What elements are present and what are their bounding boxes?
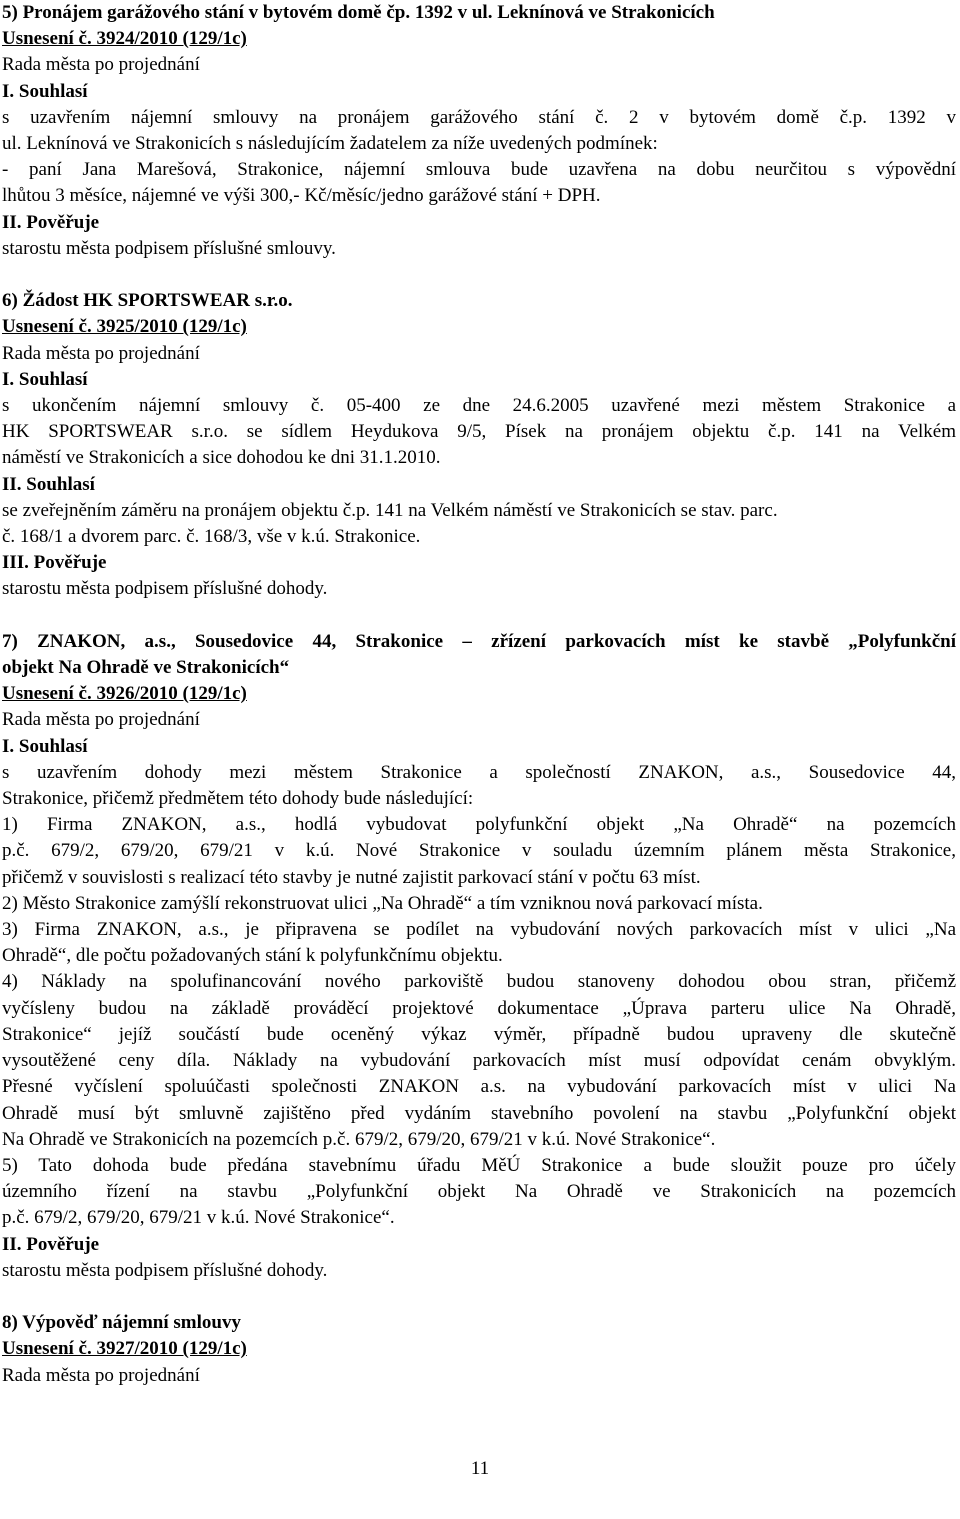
text-line: HK SPORTSWEAR s.r.o. se sídlem Heydukova 9/5, Písek na pronájem objektu č.p. 141 na Velkém — [2, 421, 956, 443]
document-body — [2, 0, 956, 1389]
text-line: lhůtou 3 měsíce, nájemné ve výši 300,- Kč/měsíc/jedno garážové stání + DPH. — [2, 185, 601, 207]
text-line: 4) Náklady na spolufinancování nového parkoviště budou stanoveny dohodou obou stran, přičemž — [2, 971, 956, 993]
text-line: - paní Jana Marešová, Strakonice, nájemní smlouva bude uzavřena na dobu neurčitou s výpovědní — [2, 159, 956, 181]
section-heading: 6) Žádost HK SPORTSWEAR s.r.o. — [2, 290, 293, 312]
text-line: přičemž v souvislosti s realizací této stavby je nutné zajistit parkovací stání v počtu 63 míst. — [2, 866, 701, 888]
text-line: Strakonice, přičemž předmětem této dohody bude následující: — [2, 788, 474, 810]
text-line: Ohradě musí být smluvně zajištěno před vydáním stavebního povolení na stavbu „Polyfunkční objekt — [2, 1102, 956, 1124]
text-line: s ukončením nájemní smlouvy č. 05-400 ze dne 24.6.2005 uzavřené mezi městem Strakonice a — [2, 395, 956, 417]
resolution-verb: II. Pověřuje — [2, 1233, 100, 1255]
text-line: Strakonice“ jejíž součástí bude oceněný výkaz výměr, případně budou upraveny dle skutečně — [2, 1023, 956, 1045]
resolution-verb: II. Souhlasí — [2, 473, 95, 495]
resolution-verb: I. Souhlasí — [2, 368, 88, 390]
text-line: 5) Tato dohoda bude předána stavebnímu úřadu MěÚ Strakonice a bude sloužit pouze pro účely — [2, 1154, 956, 1176]
resolution-verb: I. Souhlasí — [2, 735, 88, 757]
text-line: Rada města po projednání — [2, 709, 200, 731]
text-line: vysoutěžené ceny díla. Náklady na vybudování parkovacích míst musí odpovídat cenám obvyklým. — [2, 1050, 956, 1072]
text-line: starostu města podpisem příslušné dohody. — [2, 578, 328, 600]
resolution-number: Usnesení č. 3926/2010 (129/1c) — [2, 683, 247, 705]
text-line: starostu města podpisem příslušné dohody. — [2, 1259, 328, 1281]
text-line: Na Ohradě ve Strakonicích na pozemcích p.č. 679/2, 679/20, 679/21 v k.ú. Nové Strakonice“. — [2, 1128, 716, 1150]
resolution-verb: III. Pověřuje — [2, 552, 107, 574]
resolution-verb: II. Pověřuje — [2, 211, 100, 233]
text-line: s uzavřením nájemní smlouvy na pronájem garážového stání č. 2 v bytovém domě č.p. 1392 v — [2, 106, 956, 128]
text-line: Rada města po projednání — [2, 342, 200, 364]
text-line: s uzavřením dohody mezi městem Strakonice a společností ZNAKON, a.s., Sousedovice 44, — [2, 761, 956, 783]
section-heading: 7) ZNAKON, a.s., Sousedovice 44, Strakonice – zřízení parkovacích míst ke stavbě „Polyfunkční — [2, 630, 956, 652]
text-line: Rada města po projednání — [2, 54, 200, 76]
text-line: č. 168/1 a dvorem parc. č. 168/3, vše v k.ú. Strakonice. — [2, 526, 421, 548]
resolution-number: Usnesení č. 3924/2010 (129/1c) — [2, 28, 247, 50]
section-heading: 5) Pronájem garážového stání v bytovém domě čp. 1392 v ul. Leknínová ve Strakonicích — [2, 2, 715, 23]
text-line: náměstí ve Strakonicích a sice dohodou ke dni 31.1.2010. — [2, 447, 441, 469]
resolution-number: Usnesení č. 3927/2010 (129/1c) — [2, 1338, 247, 1360]
text-line: 2) Město Strakonice zamýšlí rekonstruovat ulici „Na Ohradě“ a tím vzniknou nová parkovací místa. — [2, 892, 763, 914]
blank-line — [2, 262, 956, 288]
text-line: 3) Firma ZNAKON, a.s., je připravena se podílet na vybudování nových parkovacích míst v ulici „Na — [2, 919, 956, 941]
text-line: Přesné vyčíslení spoluúčasti společnosti ZNAKON a.s. na vybudování parkovacích míst v ulici Na — [2, 1076, 956, 1098]
text-line: Rada města po projednání — [2, 1364, 200, 1386]
text-line: starostu města podpisem příslušné smlouvy. — [2, 237, 336, 259]
resolution-number: Usnesení č. 3925/2010 (129/1c) — [2, 316, 247, 338]
section-heading: 8) Výpověď nájemní smlouvy — [2, 1312, 241, 1334]
resolution-verb: objekt Na Ohradě ve Strakonicích“ — [2, 657, 290, 679]
resolution-verb: I. Souhlasí — [2, 80, 88, 102]
text-line: p.č. 679/2, 679/20, 679/21 v k.ú. Nové Strakonice“. — [2, 1207, 395, 1229]
text-line: územního řízení na stavbu „Polyfunkční objekt Na Ohradě ve Strakonicích na pozemcích — [2, 1181, 956, 1203]
text-line: ul. Leknínová ve Strakonicích s následujícím žadatelem za níže uvedených podmínek: — [2, 133, 658, 155]
blank-line — [2, 1284, 956, 1310]
text-line: vyčísleny budou na základě prováděcí projektové dokumentace „Úprava parteru ulice Na Ohradě, — [2, 997, 956, 1019]
blank-line — [2, 603, 956, 629]
text-line: Ohradě“, dle počtu požadovaných stání k polyfunkčnímu objektu. — [2, 945, 503, 967]
text-line: se zveřejněním záměru na pronájem objektu č.p. 141 na Velkém náměstí ve Strakonicích se stav. parc. — [2, 499, 778, 521]
text-line: p.č. 679/2, 679/20, 679/21 v k.ú. Nové Strakonice v souladu územním plánem města Strakonice, — [2, 840, 956, 862]
text-line: 1) Firma ZNAKON, a.s., hodlá vybudovat polyfunkční objekt „Na Ohradě“ na pozemcích — [2, 814, 956, 836]
page-number: 11 — [470, 1458, 490, 1479]
